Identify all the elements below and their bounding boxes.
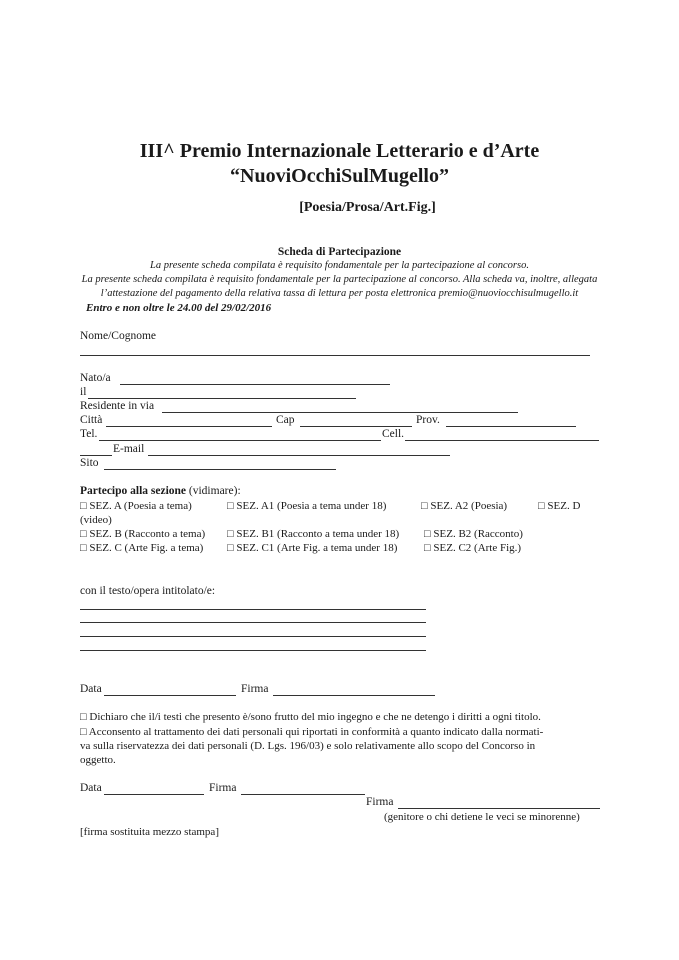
tel-input-line[interactable]: [99, 440, 381, 441]
nato-input-line[interactable]: [120, 384, 390, 385]
option-sez-c[interactable]: □ SEZ. C (Arte Fig. a tema): [80, 542, 204, 554]
nome-label: Nome/Cognome: [80, 330, 157, 342]
option-sez-d[interactable]: □ SEZ. D: [538, 500, 581, 512]
option-sez-d-cont: (video): [80, 514, 112, 526]
prov-label: Prov.: [416, 414, 440, 426]
il-label: il: [80, 386, 87, 398]
option-sez-a1[interactable]: □ SEZ. A1 (Poesia a tema under 18): [227, 500, 387, 512]
option-sez-a[interactable]: □ SEZ. A (Poesia a tema): [80, 500, 192, 512]
prov-input-line[interactable]: [446, 426, 576, 427]
il-input-line[interactable]: [88, 398, 356, 399]
sezione-heading: [80, 485, 241, 497]
footer-note: [firma sostituita mezzo stampa]: [80, 826, 219, 838]
firma-genitore-input-line[interactable]: [398, 808, 600, 809]
email-prefix-line: [80, 455, 112, 456]
title-line-2: “NuoviOcchiSulMugello”: [230, 165, 449, 187]
testo-line-3[interactable]: [80, 636, 426, 637]
title-line-1: III^ Premio Internazionale Letterario e d’Arte: [139, 140, 540, 162]
sito-input-line[interactable]: [104, 469, 336, 470]
genitore-note: (genitore o chi detiene le veci se minorenne): [384, 811, 580, 823]
testo-line-4[interactable]: [80, 650, 426, 651]
subtitle: [Poesia/Prosa/Art.Fig.]: [299, 200, 436, 215]
firma-label-1: Firma: [241, 683, 269, 695]
residente-input-line[interactable]: [162, 412, 518, 413]
sito-label: Sito: [80, 457, 99, 469]
declaration-privacy-3: oggetto.: [80, 754, 116, 766]
data-input-line-1[interactable]: [104, 695, 236, 696]
scheda-note-3: l’attestazione del pagamento della relativa tassa di lettura per posta elettronica premio@nuoviocchisulmugello.it: [100, 288, 579, 299]
option-sez-b[interactable]: □ SEZ. B (Racconto a tema): [80, 528, 206, 540]
data-label-2: Data: [80, 782, 102, 794]
sezione-heading-text: Partecipo alla sezione: [80, 485, 187, 497]
option-sez-b2[interactable]: □ SEZ. B2 (Racconto): [424, 528, 523, 540]
declaration-originality[interactable]: □ Dichiaro che il/i testi che presento è/sono frutto del mio ingegno e che ne detengo i diritti a ogni titolo.: [80, 711, 541, 723]
email-label: E-mail: [113, 443, 145, 455]
citta-input-line[interactable]: [106, 426, 272, 427]
cell-input-line[interactable]: [405, 440, 599, 441]
cell-label: Cell.: [382, 428, 405, 440]
nato-label: Nato/a: [80, 372, 111, 384]
scheda-note-1: La presente scheda compilata è requisito fondamentale per la partecipazione al concorso.: [150, 260, 529, 271]
option-sez-c2[interactable]: □ SEZ. C2 (Arte Fig.): [424, 542, 522, 554]
residente-label: Residente in via: [80, 400, 155, 412]
cap-input-line[interactable]: [300, 426, 412, 427]
citta-label: Città: [80, 414, 103, 426]
testo-label: con il testo/opera intitolato/e:: [80, 585, 216, 597]
testo-line-2[interactable]: [80, 622, 426, 623]
testo-line-1[interactable]: [80, 609, 426, 610]
tel-label: Tel.: [80, 428, 98, 440]
deadline: Entro e non oltre le 24.00 del 29/02/2016: [86, 302, 272, 314]
option-sez-a2[interactable]: □ SEZ. A2 (Poesia): [421, 500, 508, 512]
firma-genitore-label: Firma: [366, 796, 394, 808]
data-label-1: Data: [80, 683, 102, 695]
cap-label: Cap: [276, 414, 295, 426]
option-sez-b1[interactable]: □ SEZ. B1 (Racconto a tema under 18): [227, 528, 400, 540]
sezione-heading-note: (vidimare):: [186, 485, 241, 497]
declaration-privacy-1[interactable]: □ Acconsento al trattamento dei dati personali qui riportati in conformità a quanto indicato dalla normati-: [80, 726, 544, 738]
firma-label-2: Firma: [209, 782, 237, 794]
scheda-heading: Scheda di Partecipazione: [277, 246, 402, 258]
scheda-note-2: La presente scheda compilata è requisito fondamentale per la partecipazione al concorso. Alla scheda va, inoltre, allegata: [81, 274, 598, 285]
declaration-privacy-2: va sulla riservatezza dei dati personali (D. Lgs. 196/03) e solo relativamente allo scopo del Concorso in: [80, 740, 536, 752]
firma-input-line-2[interactable]: [241, 794, 365, 795]
nome-input-line[interactable]: [80, 355, 590, 356]
email-input-line[interactable]: [148, 455, 450, 456]
firma-input-line-1[interactable]: [273, 695, 435, 696]
option-sez-c1[interactable]: □ SEZ. C1 (Arte Fig. a tema under 18): [227, 542, 398, 554]
data-input-line-2[interactable]: [104, 794, 204, 795]
